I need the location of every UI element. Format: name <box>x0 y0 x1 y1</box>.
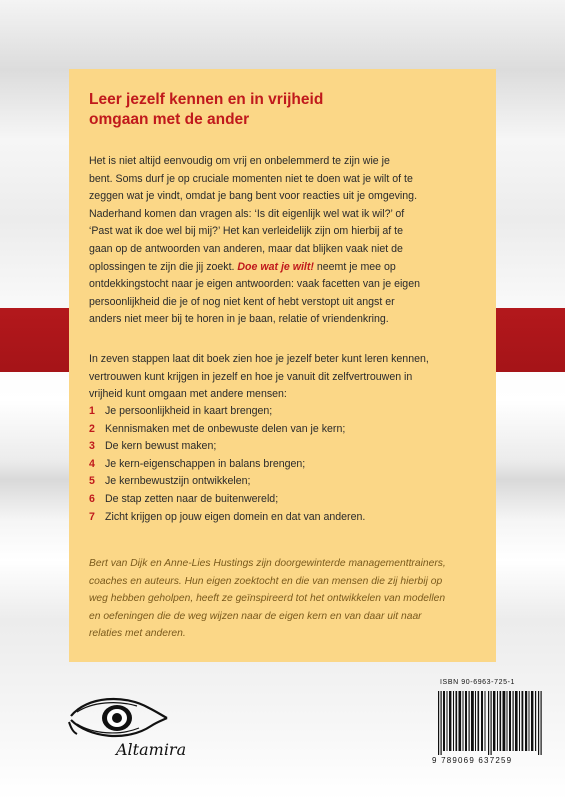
author-bio <box>89 555 484 643</box>
text-line: Het is niet altijd eenvoudig om vrij en onbelemmerd te zijn wie je <box>89 155 390 167</box>
book-title-emphasis: Doe wat je wilt! <box>237 260 314 273</box>
step-number: 4 <box>89 457 95 470</box>
publisher-name: Altamira <box>116 740 187 759</box>
step-text: Je kernbewustzijn ontwikkelen; <box>105 475 251 488</box>
bio-line: Bert van Dijk en Anne-Lies Hustings zijn doorgewinterde managementtrainers, <box>89 558 446 569</box>
step-number: 6 <box>89 492 95 505</box>
list-item <box>89 403 484 421</box>
list-item <box>89 509 484 527</box>
step-text: De stap zetten naar de buitenwereld; <box>105 492 279 505</box>
list-item <box>89 473 484 491</box>
list-item <box>89 421 484 439</box>
text-line: vertrouwen kunt krijgen in jezelf en hoe je vanuit dit zelfvertrouwen in <box>89 370 413 383</box>
text-line: persoonlijkheid die je of nog niet kent of hebt verstopt uit angst er <box>89 295 395 308</box>
bio-line: coaches en auteurs. Hun eigen zoektocht en die van mensen die zij hierbij op <box>89 575 443 587</box>
text-line: In zeven stappen laat dit boek zien hoe je jezelf beter kunt leren kennen, <box>89 353 429 365</box>
bio-line: en oefeningen die de weg wijzen naar de eigen kern en van daar uit naar <box>89 610 422 622</box>
step-text: Je kern-eigenschappen in balans brengen; <box>105 457 306 470</box>
list-item <box>89 456 484 474</box>
text-line: gaan op de antwoorden van anderen, maar dat blijken vaak niet de <box>89 242 403 255</box>
step-number: 3 <box>89 440 95 453</box>
isbn-label: ISBN 90-6963-725-1 <box>440 679 516 686</box>
list-item <box>89 438 484 456</box>
steps-intro-paragraph <box>89 351 484 404</box>
step-number: 2 <box>89 422 95 435</box>
step-number: 5 <box>89 475 95 488</box>
step-text: Kennismaken met de onbewuste delen van je kern; <box>105 422 346 435</box>
step-number: 1 <box>89 405 95 417</box>
text-line: bent. Soms durf je op cruciale momenten niet te doen wat je wilt of te <box>89 172 413 185</box>
headline-line-1: Leer jezelf kennen en in vrijheid <box>89 91 324 108</box>
text-fragment: neemt je mee op <box>313 260 396 273</box>
text-line: ontdekkingstocht naar je eigen antwoorden: vaak facetten van je eigen <box>89 278 420 291</box>
cover-headline <box>89 90 479 130</box>
step-text: Je persoonlijkheid in kaart brengen; <box>105 405 273 417</box>
step-text: De kern bewust maken; <box>105 440 217 453</box>
text-line: ‘Past wat ik doe wel bij mij?’ Het kan verleidelijk zijn om hierbij af te <box>89 225 404 238</box>
step-text: Zicht krijgen op jouw eigen domein en dat van anderen. <box>105 510 366 523</box>
headline-line-2: omgaan met de ander <box>89 111 250 128</box>
barcode-bars <box>434 691 548 755</box>
text-line-with-emphasis <box>89 259 484 277</box>
intro-paragraph <box>89 153 484 329</box>
text-line: zeggen wat je vindt, omdat je bang bent voor reacties uit je omgeving. <box>89 190 418 203</box>
bio-line: relaties met anderen. <box>89 628 186 640</box>
list-item <box>89 491 484 509</box>
text-line: anders niet meer bij te horen in je baan, relatie of vriendenkring. <box>89 313 389 326</box>
bio-line: weg hebben geholpen, heeft ze geïnspireerd tot het ontwikkelen van modellen <box>89 593 446 605</box>
text-fragment: oplossingen te zijn die jij zoekt. <box>89 260 238 273</box>
text-line: Naderhand komen dan vragen als: ‘Is dit eigenlijk wel wat ik wil?’ of <box>89 207 405 220</box>
step-number: 7 <box>89 510 95 523</box>
back-cover-text-panel <box>69 69 496 662</box>
barcode-digits: 9 789069 637259 <box>432 756 513 765</box>
text-line: vrijheid kunt omgaan met andere mensen: <box>89 388 287 401</box>
seven-steps-list <box>89 403 484 526</box>
barcode-block <box>432 679 550 779</box>
